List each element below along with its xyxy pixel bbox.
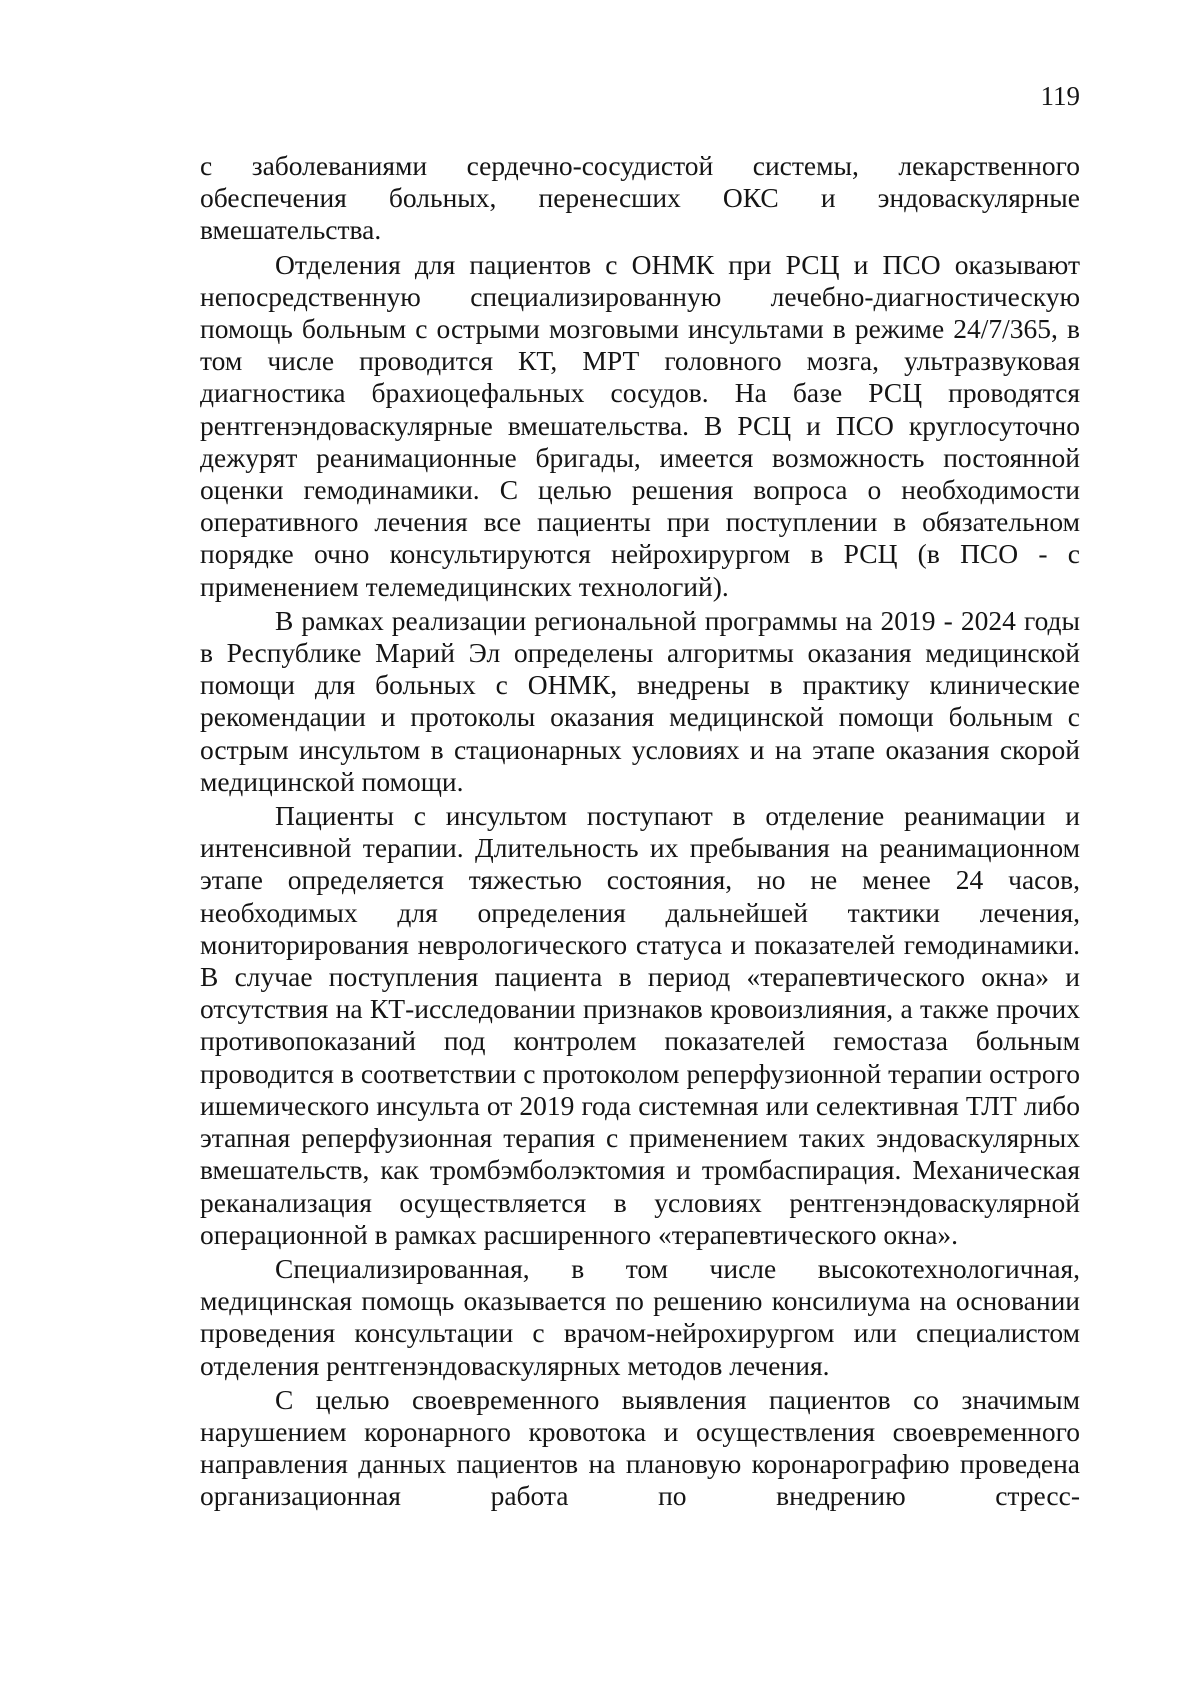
paragraph: с заболеваниями сердечно-сосудистой системы, лекарственного обеспечения больных, перенесших ОКС и эндоваскулярные вмешательства. [200,150,1080,246]
paragraph: Пациенты с инсультом поступают в отделение реанимации и интенсивной терапии. Длительность их пребывания на реанимационном этапе определяется тяжестью состояния, но не менее 24 часов, необходимых для определения дальнейшей тактики лечения, мониторирования неврологического статуса и показателей гемодинамики. В случае поступления пациента в период «терапевтического окна» и отсутствия на КТ-исследовании признаков кровоизлияния, а также прочих противопоказаний под контролем показателей гемостаза больным проводится в соответствии с протоколом реперфузионной терапии острого ишемического инсульта от 2019 года системная или селективная ТЛТ либо этапная реперфузионная терапия с применением таких эндоваскулярных вмешательств, как тромбэмболэктомия и тромбаспирация. Механическая реканализация осуществляется в условиях рентгенэндоваскулярной операционной в рамках расширенного «терапевтического окна». [200,800,1080,1250]
paragraph: Отделения для пациентов с ОНМК при РСЦ и ПСО оказывают непосредственную специализированную лечебно-диагностическую помощь больным с острыми мозговыми инсультами в режиме 24/7/365, в том числе проводится КТ, МРТ головного мозга, ультразвуковая диагностика брахиоцефальных сосудов. На базе РСЦ проводятся рентгенэндоваскулярные вмешательства. В РСЦ и ПСО круглосуточно дежурят реанимационные бригады, имеется возможность постоянной оценки гемодинамики. С целью решения вопроса о необходимости оперативного лечения все пациенты при поступлении в обязательном порядке очно консультируются нейрохирургом в РСЦ (в ПСО - с применением телемедицинских технологий). [200,248,1080,602]
document-body [200,150,1080,1515]
page-number: 119 [1040,81,1080,111]
paragraph: Специализированная, в том числе высокотехнологичная, медицинская помощь оказывается по решению консилиума на основании проведения консультации с врачом-нейрохирургом или специалистом отделения рентгенэндоваскулярных методов лечения. [200,1252,1080,1381]
paragraph: В рамках реализации региональной программы на 2019 - 2024 годы в Республике Марий Эл определены алгоритмы оказания медицинской помощи для больных с ОНМК, внедрены в практику клинические рекомендации и протоколы оказания медицинской помощи больным с острым инсультом в стационарных условиях и на этапе оказания скорой медицинской помощи. [200,604,1080,797]
paragraph: С целью своевременного выявления пациентов со значимым нарушением коронарного кровотока и осуществления своевременного направления данных пациентов на плановую коронарографию проведена организационная работа по внедрению стресс- [200,1383,1080,1512]
